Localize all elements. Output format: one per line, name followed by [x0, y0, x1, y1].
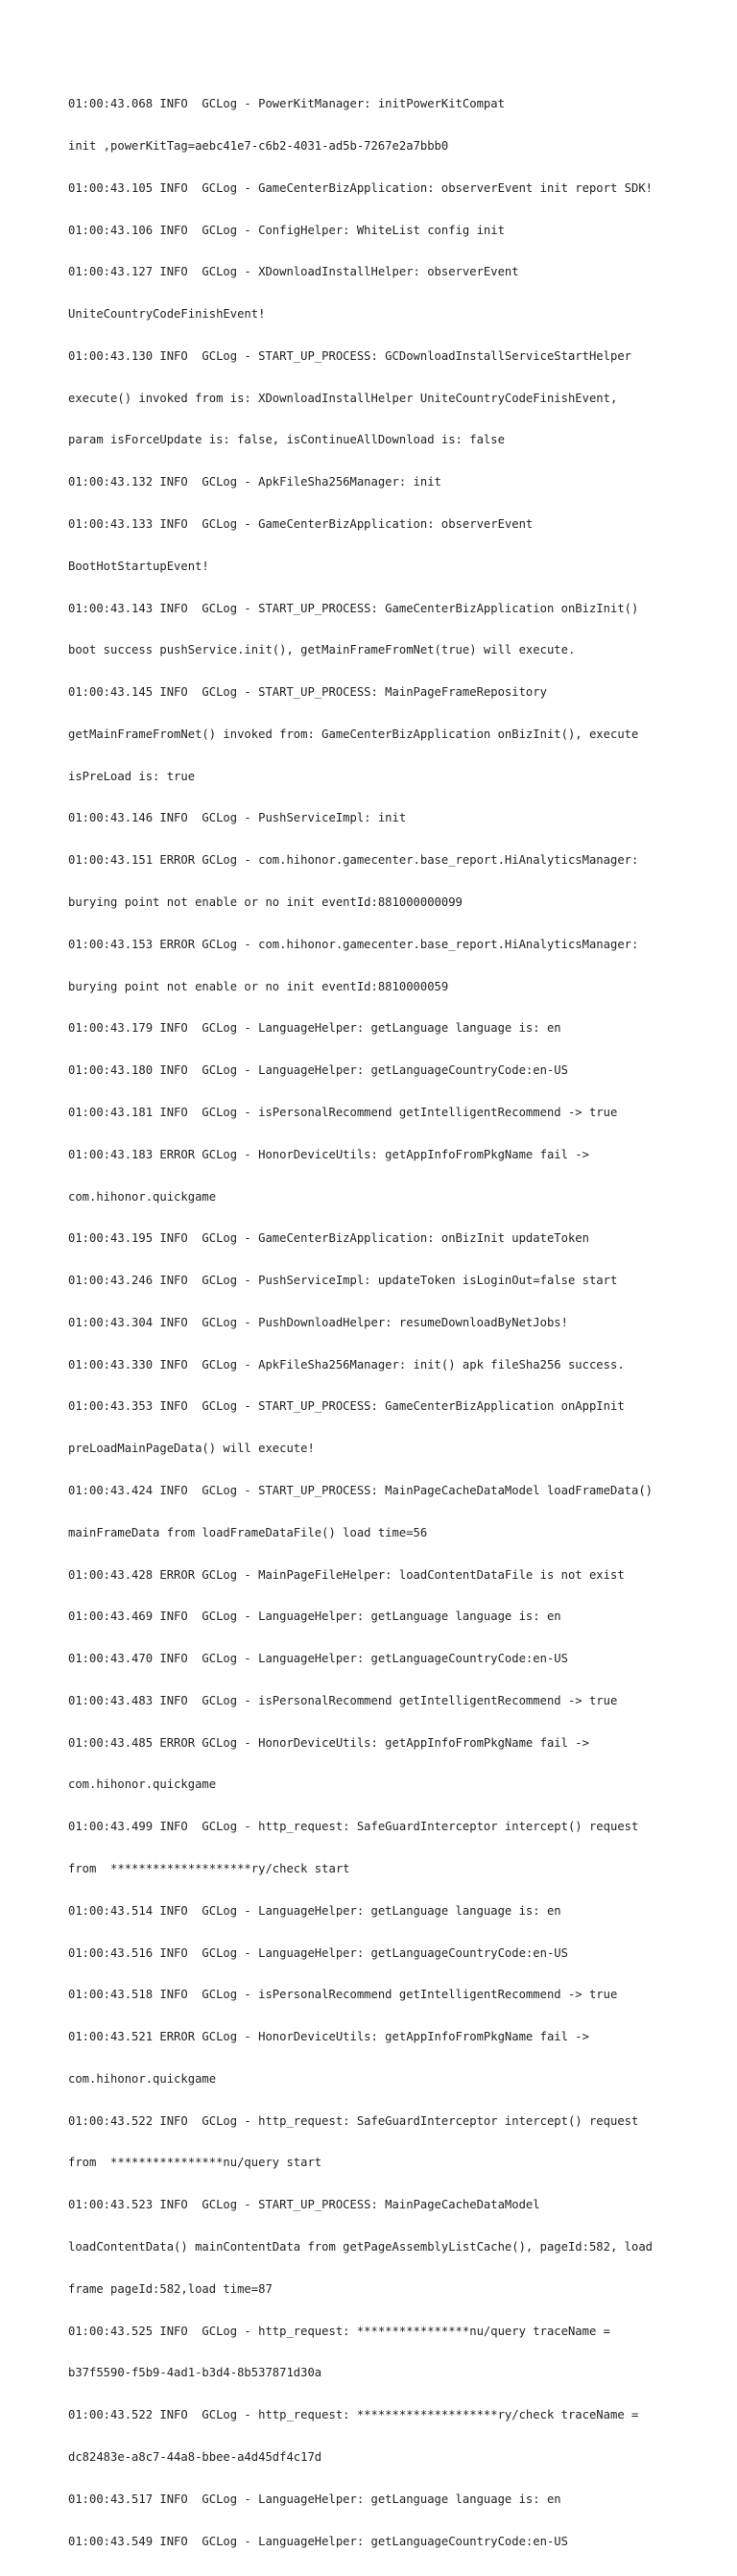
log-line: 01:00:43.470 INFO GCLog - LanguageHelper: getLanguageCountryCode:en-US [68, 1652, 568, 1666]
log-line: 01:00:43.246 INFO GCLog - PushServiceImpl: updateToken isLoginOut=false start [68, 1274, 618, 1288]
log-line: burying point not enable or no init eventId:8810000059 [68, 979, 449, 993]
log-line: 01:00:43.424 INFO GCLog - START_UP_PROCESS: MainPageCacheDataModel loadFrameData() [68, 1483, 654, 1497]
log-line: loadContentData() mainContentData from getPageAssemblyListCache(), pageId:582, load [68, 2240, 654, 2254]
log-line: from ****************nu/query start [68, 2156, 322, 2170]
log-line: b37f5590-f5b9-4ad1-b3d4-8b537871d30a [68, 2366, 322, 2380]
log-line: 01:00:43.428 ERROR GCLog - MainPageFileHelper: loadContentDataFile is not exist [68, 1567, 625, 1582]
log-line: UniteCountryCodeFinishEvent! [68, 307, 266, 322]
log-line: 01:00:43.143 INFO GCLog - START_UP_PROCESS: GameCenterBizApplication onBizInit() [68, 601, 639, 615]
log-line: 01:00:43.106 INFO GCLog - ConfigHelper: WhiteList config init [68, 223, 505, 237]
log-line: 01:00:43.130 INFO GCLog - START_UP_PROCESS: GCDownloadInstallServiceStartHelper [68, 348, 631, 363]
log-line: 01:00:43.183 ERROR GCLog - HonorDeviceUtils: getAppInfoFromPkgName fail -> [68, 1147, 589, 1161]
log-line: com.hihonor.quickgame [68, 1189, 217, 1204]
log-line: 01:00:43.516 INFO GCLog - LanguageHelper: getLanguageCountryCode:en-US [68, 1945, 568, 1960]
log-line: BootHotStartupEvent! [68, 559, 209, 573]
log-line: 01:00:43.353 INFO GCLog - START_UP_PROCESS: GameCenterBizApplication onAppInit [68, 1399, 625, 1414]
log-line: 01:00:43.514 INFO GCLog - LanguageHelper: getLanguage language is: en [68, 1903, 561, 1918]
log-line: isPreLoad is: true [68, 769, 196, 783]
log-line: 01:00:43.180 INFO GCLog - LanguageHelper: getLanguageCountryCode:en-US [68, 1063, 568, 1078]
log-line: 01:00:43.330 INFO GCLog - ApkFileSha256Manager: init() apk fileSha256 success. [68, 1357, 625, 1371]
log-line: 01:00:43.469 INFO GCLog - LanguageHelper: getLanguage language is: en [68, 1610, 561, 1624]
log-line: param isForceUpdate is: false, isContinueAllDownload is: false [68, 433, 505, 447]
log-line: 01:00:43.195 INFO GCLog - GameCenterBizApplication: onBizInit updateToken [68, 1231, 589, 1246]
log-line: 01:00:43.151 ERROR GCLog - com.hihonor.gamecenter.base_report.HiAnalyticsManager: [68, 853, 639, 868]
log-line: 01:00:43.132 INFO GCLog - ApkFileSha256Manager: init [68, 475, 441, 489]
log-line: 01:00:43.304 INFO GCLog - PushDownloadHelper: resumeDownloadByNetJobs! [68, 1315, 568, 1329]
log-line: 01:00:43.517 INFO GCLog - LanguageHelper: getLanguage language is: en [68, 2492, 561, 2506]
log-line: 01:00:43.133 INFO GCLog - GameCenterBizApplication: observerEvent [68, 517, 534, 531]
log-line: 01:00:43.181 INFO GCLog - isPersonalRecommend getIntelligentRecommend -> true [68, 1105, 618, 1119]
log-line: getMainFrameFromNet() invoked from: GameCenterBizApplication onBizInit(), execute [68, 727, 639, 741]
log-line: 01:00:43.518 INFO GCLog - isPersonalRecommend getIntelligentRecommend -> true [68, 1988, 618, 2002]
log-line: 01:00:43.127 INFO GCLog - XDownloadInstallHelper: observerEvent [68, 265, 519, 279]
log-line: 01:00:43.068 INFO GCLog - PowerKitManager: initPowerKitCompat [68, 97, 505, 111]
log-line: com.hihonor.quickgame [68, 1777, 217, 1792]
log-text-block [68, 69, 701, 2576]
log-line: 01:00:43.153 ERROR GCLog - com.hihonor.gamecenter.base_report.HiAnalyticsManager: [68, 937, 639, 951]
log-line: from ********************ry/check start [68, 1862, 350, 1875]
log-line: 01:00:43.179 INFO GCLog - LanguageHelper: getLanguage language is: en [68, 1021, 561, 1036]
log-line: 01:00:43.499 INFO GCLog - http_request: SafeGuardInterceptor intercept() request [68, 1820, 639, 1834]
log-line: com.hihonor.quickgame [68, 2071, 217, 2086]
log-line: 01:00:43.525 INFO GCLog - http_request: ****************nu/query traceName = [68, 2324, 610, 2338]
log-line: mainFrameData from loadFrameDataFile() load time=56 [68, 1525, 428, 1539]
log-line: 01:00:43.485 ERROR GCLog - HonorDeviceUtils: getAppInfoFromPkgName fail -> [68, 1735, 589, 1750]
log-line: 01:00:43.521 ERROR GCLog - HonorDeviceUtils: getAppInfoFromPkgName fail -> [68, 2030, 589, 2044]
log-line: execute() invoked from is: XDownloadInstallHelper UniteCountryCodeFinishEvent, [68, 391, 618, 405]
log-line: burying point not enable or no init eventId:881000000099 [68, 895, 463, 910]
log-line: init ,powerKitTag=aebc41e7-c6b2-4031-ad5b-7267e2a7bbb0 [68, 138, 449, 153]
log-line: 01:00:43.483 INFO GCLog - isPersonalRecommend getIntelligentRecommend -> true [68, 1693, 618, 1707]
log-line: dc82483e-a8c7-44a8-bbee-a4d45df4c17d [68, 2449, 322, 2464]
log-line: frame pageId:582,load time=87 [68, 2281, 273, 2296]
log-line: 01:00:43.146 INFO GCLog - PushServiceImpl: init [68, 811, 407, 825]
log-line: 01:00:43.522 INFO GCLog - http_request: ********************ry/check traceName = [68, 2408, 639, 2422]
log-line: 01:00:43.145 INFO GCLog - START_UP_PROCESS: MainPageFrameRepository [68, 685, 547, 700]
log-line: boot success pushService.init(), getMainFrameFromNet(true) will execute. [68, 643, 576, 657]
log-line: 01:00:43.105 INFO GCLog - GameCenterBizApplication: observerEvent init report SDK! [68, 180, 654, 195]
log-line: 01:00:43.523 INFO GCLog - START_UP_PROCESS: MainPageCacheDataModel [68, 2198, 540, 2212]
log-line: 01:00:43.522 INFO GCLog - http_request: SafeGuardInterceptor intercept() request [68, 2113, 639, 2128]
log-line: preLoadMainPageData() will execute! [68, 1442, 315, 1456]
log-line: 01:00:43.549 INFO GCLog - LanguageHelper: getLanguageCountryCode:en-US [68, 2534, 568, 2548]
